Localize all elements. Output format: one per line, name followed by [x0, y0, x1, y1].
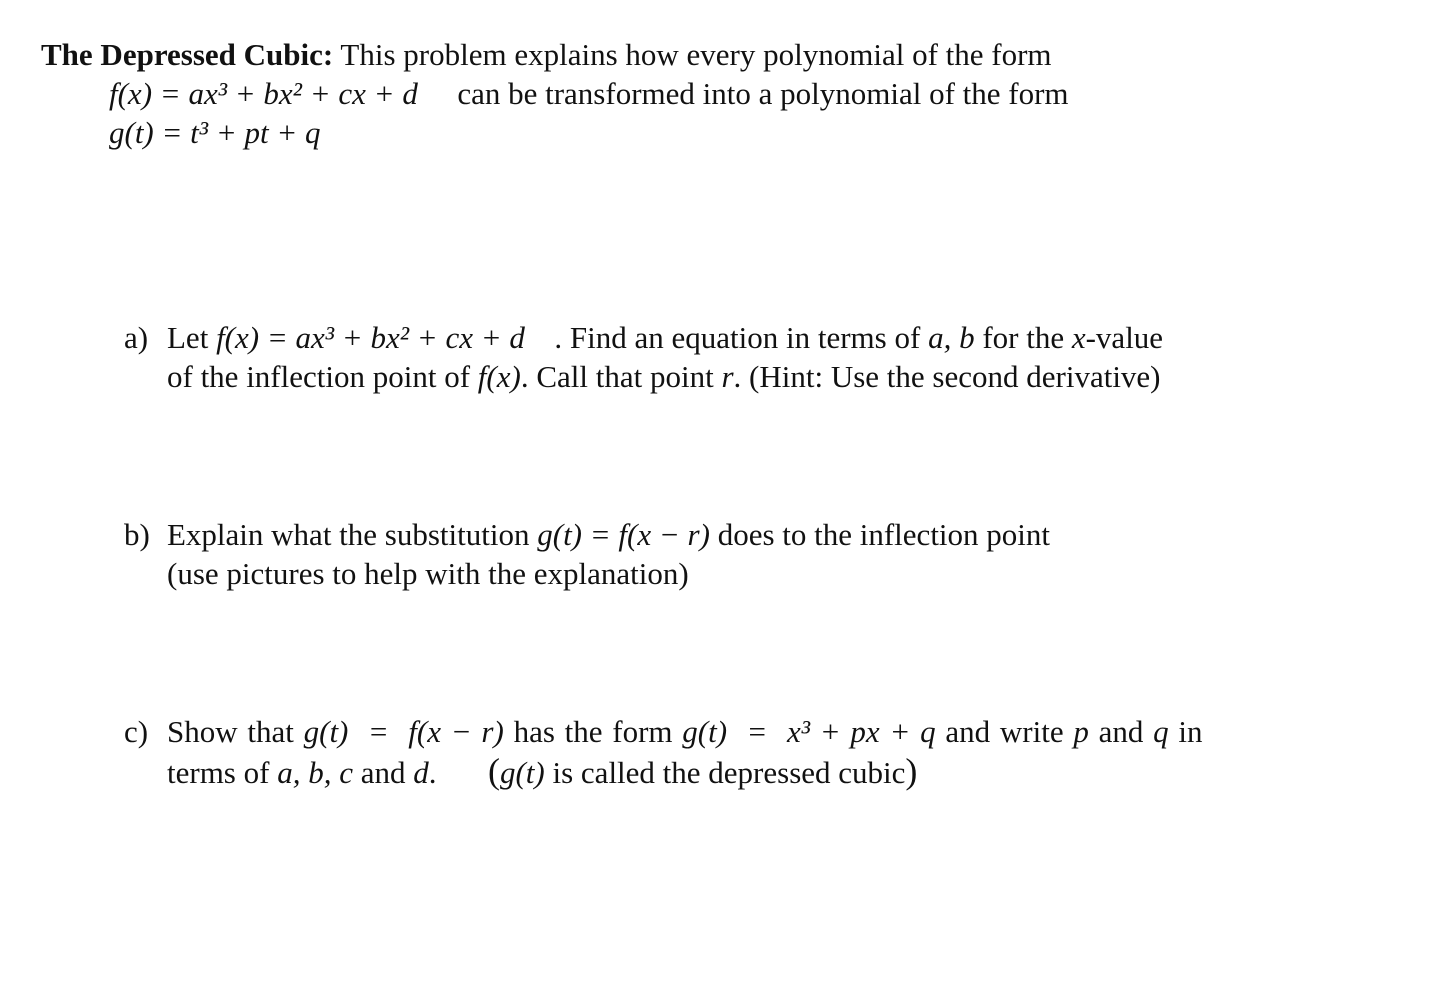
part-c-close-paren: ) [905, 751, 918, 791]
part-a-inflection-text: of the inflection point of [167, 359, 471, 394]
intro-line-3 [109, 114, 321, 152]
part-a-line-1 [167, 319, 1163, 357]
part-a-find: . Find an equation in terms of [554, 320, 921, 355]
part-b-substitution: g(t) = f(x − r) [537, 517, 710, 552]
part-c-form: g(t) = x³ + px + q [682, 714, 936, 749]
part-c-in: in [1178, 714, 1203, 749]
part-a-value: -value [1085, 320, 1164, 355]
intro-text-1: This problem explains how every polynomial of the form [340, 37, 1052, 72]
part-c-and-2: and [360, 755, 406, 790]
part-c-show: Show that [167, 714, 294, 749]
problem-title: The Depressed Cubic: [41, 37, 334, 72]
intro-line-1 [41, 36, 1052, 74]
part-b-does: does to the inflection point [717, 517, 1051, 552]
part-c-label: c) [124, 714, 149, 749]
part-c-write: and write [945, 714, 1064, 749]
part-a-call: . Call that point [520, 359, 714, 394]
part-a-fx: f(x) [477, 359, 521, 394]
part-c-line-1 [167, 713, 1202, 751]
part-c-depressed-cubic: is called the depressed cubic [552, 755, 906, 790]
part-b-explain: Explain what the substitution [167, 517, 530, 552]
intro-line-2 [109, 75, 1069, 113]
part-a-cubic: f(x) = ax³ + bx² + cx + d [216, 320, 525, 355]
intro-cubic-general: f(x) = ax³ + bx² + cx + d [109, 76, 418, 111]
part-c-q: q [1153, 714, 1169, 749]
part-a-x: x [1071, 320, 1086, 355]
part-a-label: a) [124, 320, 149, 355]
part-c-p: p [1073, 714, 1089, 749]
part-c-line-2 [167, 752, 917, 792]
part-b-line-1 [167, 516, 1050, 554]
part-c-and: and [1098, 714, 1144, 749]
part-a-r: r [721, 359, 734, 394]
part-c-has-form: has the form [513, 714, 673, 749]
part-a-let: Let [167, 320, 209, 355]
intro-cubic-depressed: g(t) = t³ + pt + q [109, 115, 321, 150]
part-b-pictures: (use pictures to help with the explanation) [167, 556, 689, 591]
part-c-d: d [413, 755, 429, 790]
part-c-vars: a, b, c [277, 755, 353, 790]
part-c-open-paren: ( [487, 751, 500, 791]
part-b-label: b) [124, 517, 150, 552]
part-a-vars: a, b [928, 320, 975, 355]
intro-text-2: can be transformed into a polynomial of the form [457, 76, 1069, 111]
part-c-substitution: g(t) = f(x − r) [303, 714, 504, 749]
part-c-gt: g(t) [499, 755, 545, 790]
part-a-hint: . (Hint: Use the second derivative) [733, 359, 1161, 394]
part-a-line-2 [167, 358, 1161, 396]
part-a-for-the: for the [982, 320, 1065, 355]
part-b-line-2 [167, 555, 689, 593]
part-c-dot: . [428, 755, 437, 790]
part-c-terms-of: terms of [167, 755, 270, 790]
